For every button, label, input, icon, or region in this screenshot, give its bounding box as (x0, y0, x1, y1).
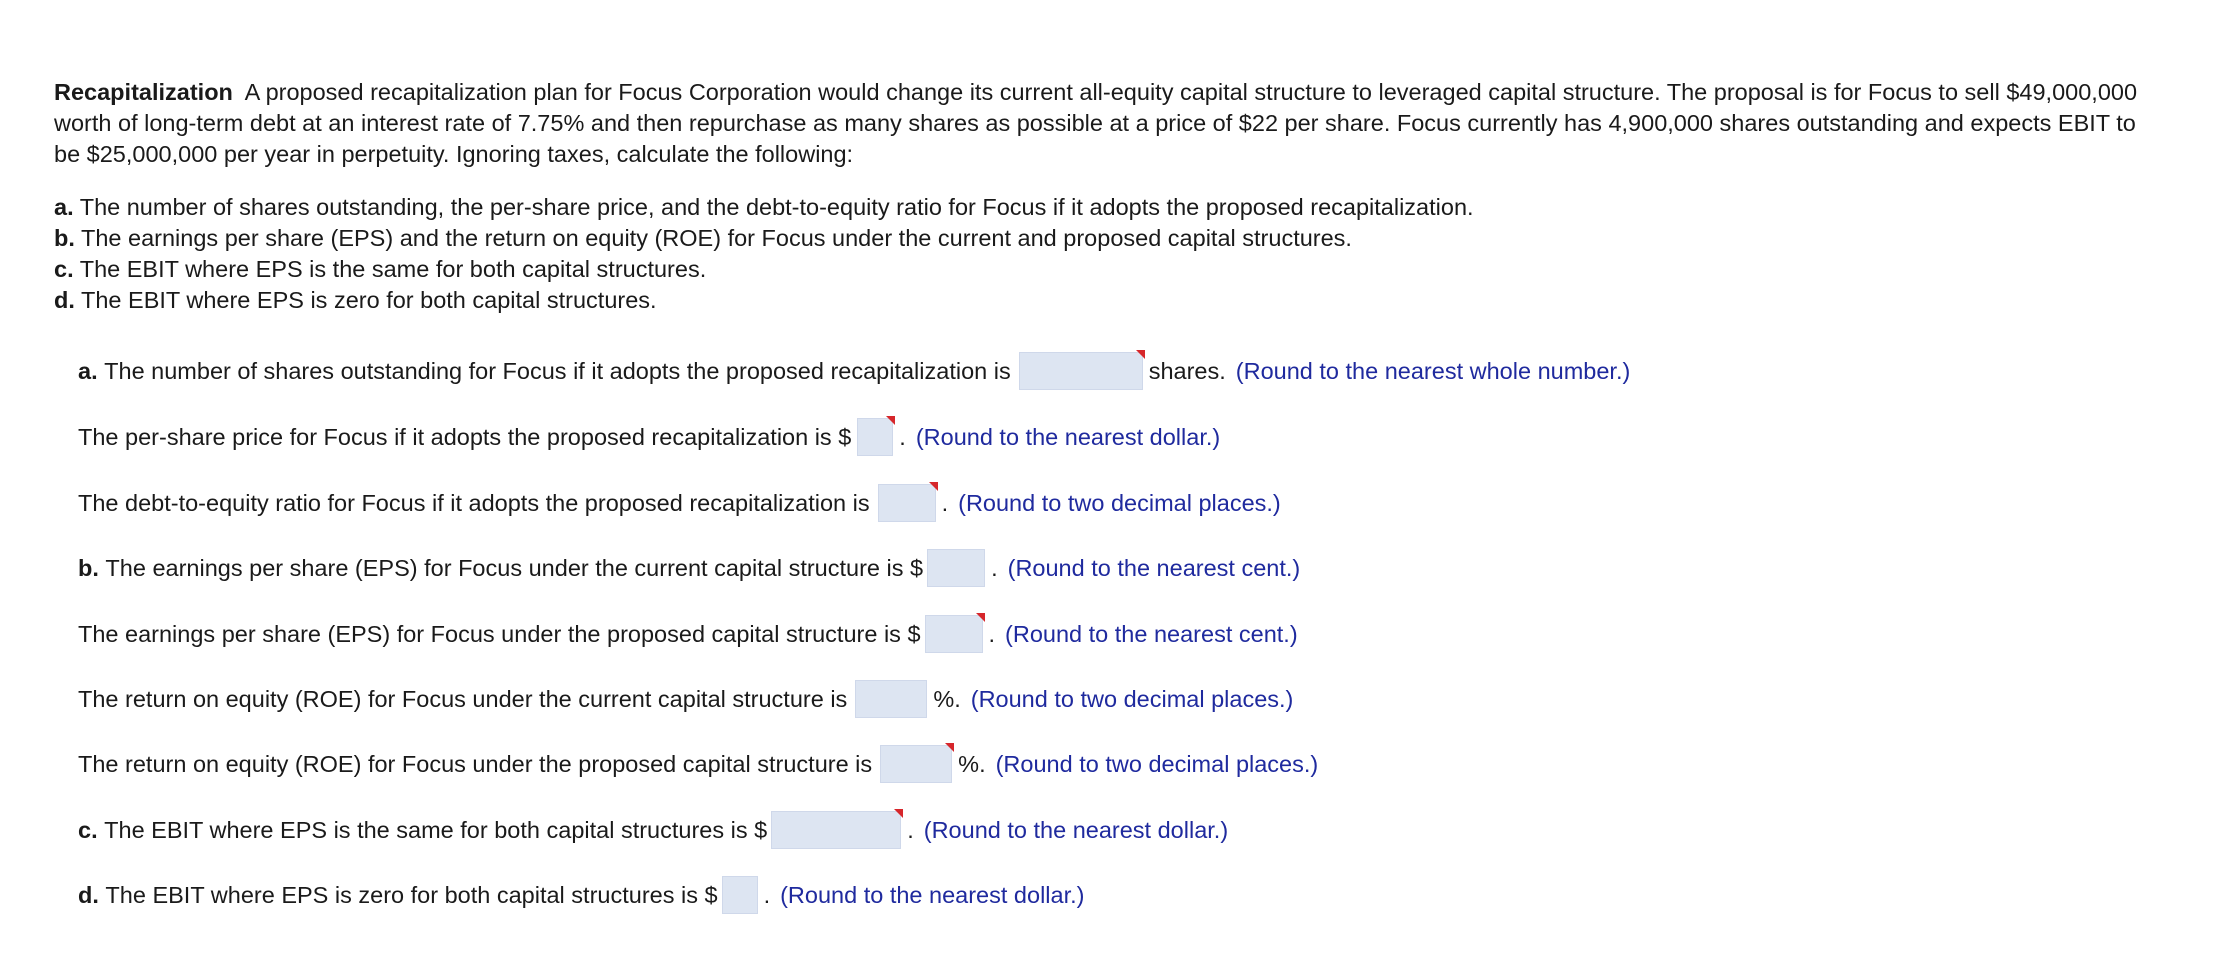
question-letter: d. (78, 881, 99, 908)
parts-list (54, 192, 1474, 316)
answer-input-roe-current[interactable] (855, 680, 927, 718)
answer-input-roe-proposed[interactable] (880, 745, 952, 783)
question-row-ebit-same (78, 811, 1228, 849)
answer-input-ebit-same[interactable] (771, 811, 901, 849)
question-row-share-price (78, 418, 1220, 456)
answer-input-shares[interactable] (1019, 352, 1143, 390)
answer-input-debt-equity[interactable] (878, 484, 936, 522)
part-c (54, 254, 1474, 285)
part-letter: d. (54, 287, 75, 313)
rounding-hint: (Round to two decimal places.) (958, 489, 1281, 516)
answer-input-eps-proposed[interactable] (925, 615, 983, 653)
question-text: The debt-to-equity ratio for Focus if it adopts the proposed recapitalization is (78, 489, 870, 516)
part-d (54, 285, 1474, 316)
suffix-text: . (991, 554, 998, 581)
rounding-hint: (Round to the nearest dollar.) (923, 816, 1229, 843)
rounding-hint: (Round to the nearest cent.) (1007, 554, 1301, 581)
part-letter: a. (54, 194, 74, 220)
question-row-roe-proposed (78, 745, 1318, 783)
part-letter: b. (54, 225, 75, 251)
flag-icon (1136, 350, 1145, 359)
question-row-roe-current (78, 680, 1293, 718)
rounding-hint: (Round to two decimal places.) (995, 750, 1319, 777)
flag-icon (976, 613, 985, 622)
question-letter: c. (78, 816, 98, 843)
rounding-hint: (Round to two decimal places.) (970, 685, 1294, 712)
rounding-hint: (Round to the nearest dollar.) (780, 881, 1085, 908)
flag-icon (945, 743, 954, 752)
question-text: The return on equity (ROE) for Focus under the current capital structure is (78, 685, 848, 712)
answer-input-eps-current[interactable] (927, 549, 985, 587)
part-letter: c. (54, 256, 74, 282)
rounding-hint: (Round to the nearest dollar.) (915, 423, 1221, 450)
question-text: The return on equity (ROE) for Focus under the proposed capital structure is (78, 750, 873, 777)
suffix-text: shares. (1148, 357, 1226, 384)
rounding-hint: (Round to the nearest whole number.) (1235, 357, 1631, 384)
part-text: The earnings per share (EPS) and the return on equity (ROE) for Focus under the current and proposed capital structures. (81, 225, 1352, 251)
flag-icon (929, 482, 938, 491)
part-a (54, 192, 1474, 223)
problem-text: A proposed recapitalization plan for Focus Corporation would change its current all-equity capital structure to leveraged capital structure. The proposal is for Focus to sell $49,000,000 worth of long-term debt at an interest rate of 7.75% and then repurchase as many shares as possible at a price of $22 per share. Focus currently has 4,900,000 shares outstanding and expects EBIT to be $25,000,000 per year in perpetuity. Ignoring taxes, calculate the following: (54, 79, 2138, 167)
question-row-eps-proposed (78, 615, 1298, 653)
suffix-text: . (988, 620, 996, 647)
answer-input-ebit-zero[interactable] (722, 876, 758, 914)
question-text: The EBIT where EPS is the same for both capital structures is $ (104, 816, 768, 843)
question-text: The per-share price for Focus if it adopts the proposed recapitalization is $ (78, 423, 852, 450)
question-row-debt-equity (78, 484, 1281, 522)
question-row-ebit-zero (78, 876, 1084, 914)
rounding-hint: (Round to the nearest cent.) (1005, 620, 1298, 647)
problem-statement (54, 77, 2164, 170)
suffix-text: %. (958, 750, 986, 777)
question-row-shares (78, 352, 1630, 390)
problem-title: Recapitalization (54, 79, 233, 105)
part-text: The EBIT where EPS is the same for both capital structures. (79, 256, 707, 282)
suffix-text: . (763, 881, 771, 908)
part-b (54, 223, 1474, 254)
flag-icon (886, 416, 895, 425)
question-text: The earnings per share (EPS) for Focus under the proposed capital structure is $ (78, 620, 921, 647)
question-text: The number of shares outstanding for Focus if it adopts the proposed recapitalization is (104, 357, 1011, 384)
question-row-eps-current (78, 549, 1300, 587)
part-text: The number of shares outstanding, the per-share price, and the debt-to-equity ratio for Focus if it adopts the proposed recapitalization. (79, 194, 1474, 220)
flag-icon (894, 809, 903, 818)
suffix-text: . (907, 816, 914, 843)
suffix-text: . (941, 489, 949, 516)
answer-input-share-price[interactable] (857, 418, 893, 456)
part-text: The EBIT where EPS is zero for both capital structures. (81, 287, 657, 313)
suffix-text: %. (933, 685, 961, 712)
question-text: The EBIT where EPS is zero for both capital structures is $ (105, 881, 718, 908)
suffix-text: . (899, 423, 906, 450)
question-letter: a. (78, 357, 98, 384)
question-letter: b. (78, 554, 99, 581)
question-text: The earnings per share (EPS) for Focus under the current capital structure is $ (105, 554, 924, 581)
